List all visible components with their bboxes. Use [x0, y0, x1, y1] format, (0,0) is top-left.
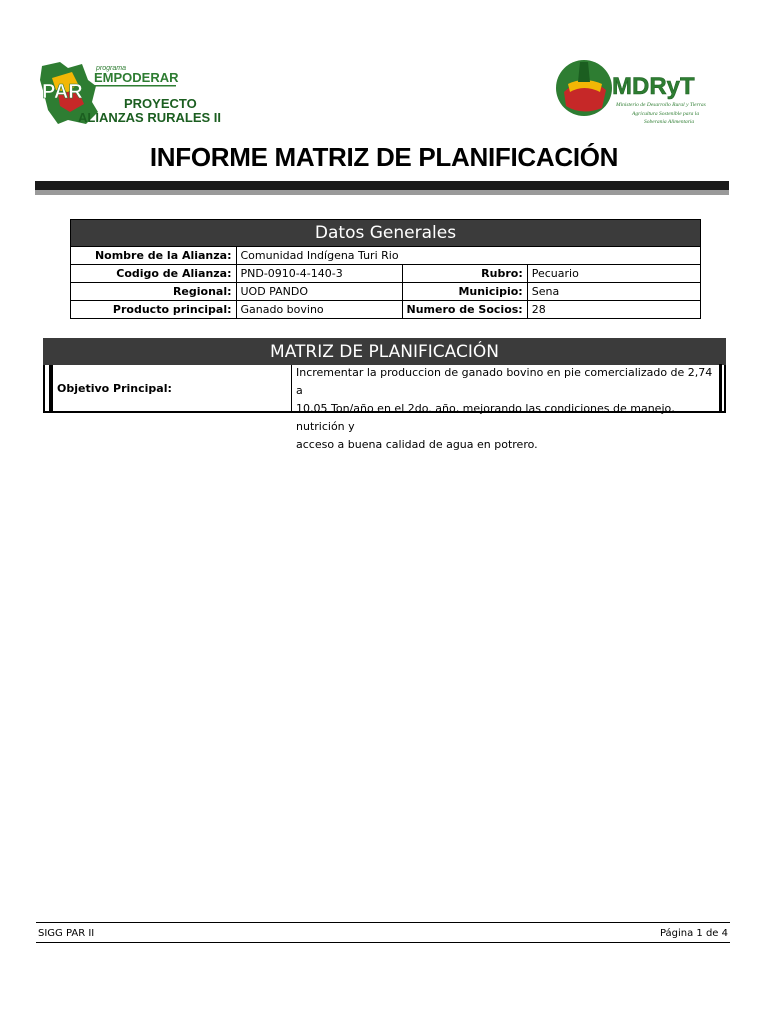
municipio-label: Municipio: [402, 283, 527, 301]
nombre-alianza-value: Comunidad Indígena Turi Rio [236, 247, 700, 265]
datos-generales-table [71, 246, 700, 318]
codigo-alianza-value: PND-0910-4-140-3 [236, 265, 402, 283]
municipio-value: Sena [527, 283, 700, 301]
objetivo-principal-value [292, 364, 722, 451]
producto-principal-label: Producto principal: [71, 301, 236, 319]
title-divider [35, 181, 729, 190]
objetivo-line: 10,05 Ton/año en el 2do. año, mejorando las condiciones de manejo, nutrición y [296, 402, 675, 433]
table-row [71, 247, 700, 265]
svg-text:Ministerio de Desarrollo Rural: Ministerio de Desarrollo Rural y Tierras [616, 102, 706, 108]
numero-socios-label: Numero de Socios: [402, 301, 527, 319]
matriz-planificacion-heading: MATRIZ DE PLANIFICACIÓN [43, 338, 726, 365]
empoderar-par-logo [38, 58, 268, 130]
footer-bottom-rule [36, 942, 730, 943]
codigo-alianza-label: Codigo de Alianza: [71, 265, 236, 283]
rubro-value: Pecuario [527, 265, 700, 283]
svg-text:ALIANZAS RURALES II: ALIANZAS RURALES II [78, 110, 221, 125]
nombre-alianza-label: Nombre de la Alianza: [71, 247, 236, 265]
objetivo-line: acceso a buena calidad de agua en potrero. [296, 438, 538, 451]
svg-text:MDRyT: MDRyT [612, 73, 695, 100]
objetivo-principal-row [43, 365, 726, 451]
footer-page-number: Página 1 de 4 [659, 928, 728, 939]
rubro-label: Rubro: [402, 265, 527, 283]
footer-top-rule [36, 922, 730, 923]
regional-value: UOD PANDO [236, 283, 402, 301]
par-badge: PAR [42, 81, 83, 103]
svg-text:Agricultura Sostenible para la: Agricultura Sostenible para la [632, 111, 700, 117]
document-title: INFORME MATRIZ DE PLANIFICACIÓN [149, 142, 619, 172]
producto-principal-value: Ganado bovino [236, 301, 402, 319]
table-row [71, 265, 700, 283]
table-row [71, 301, 700, 319]
footer-system-name: SIGG PAR II [38, 928, 95, 939]
mdryt-logo [554, 54, 724, 128]
regional-label: Regional: [71, 283, 236, 301]
table-row [71, 283, 700, 301]
title-divider-shadow [35, 190, 729, 195]
matriz-planificacion-section [43, 338, 726, 451]
svg-text:EMPODERAR: EMPODERAR [94, 70, 179, 85]
svg-text:programa: programa [96, 65, 126, 72]
objetivo-principal-label: Objetivo Principal: [49, 365, 292, 411]
datos-generales-heading: Datos Generales [71, 220, 700, 246]
svg-text:PROYECTO: PROYECTO [124, 96, 197, 111]
objetivo-line: Incrementar la produccion de ganado bovino en pie comercializado de 2,74 a [296, 366, 713, 397]
svg-text:Soberania Alimentaria: Soberania Alimentaria [644, 119, 695, 125]
numero-socios-value: 28 [527, 301, 700, 319]
datos-generales-section [70, 219, 701, 319]
